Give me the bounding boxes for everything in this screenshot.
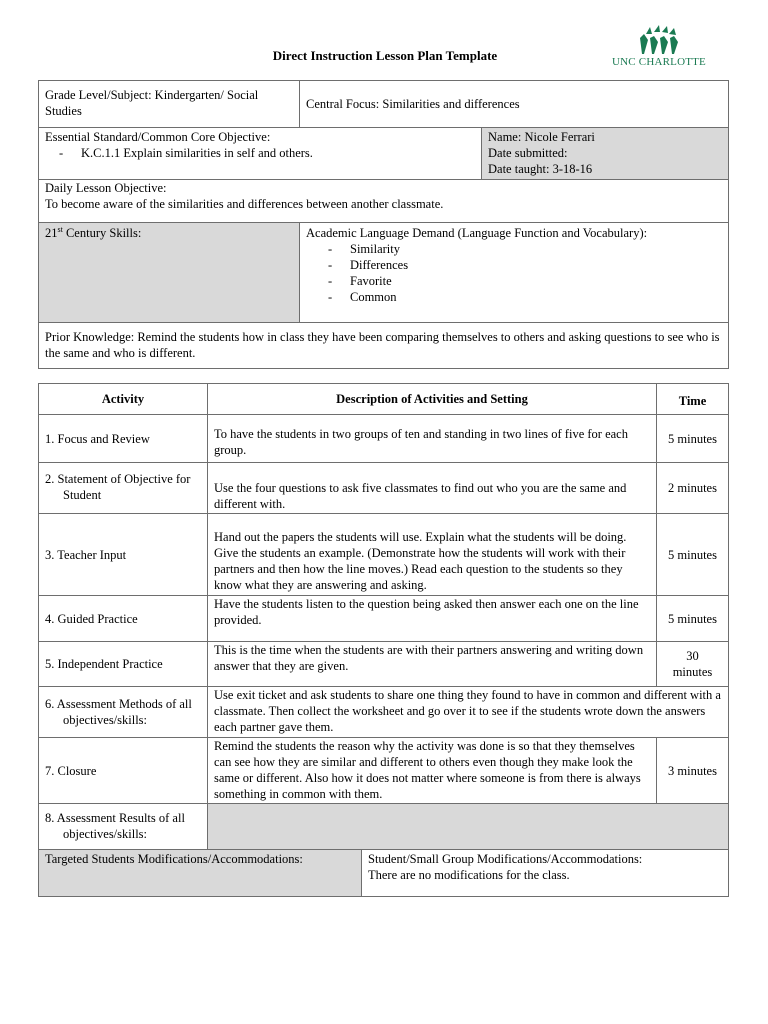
table-row-time: 5 minutes <box>656 595 728 641</box>
table-row-description <box>207 803 728 849</box>
table-row-description: Remind the students the reason why the activity was done is so that they themselves can see how they are similar and different to others even though they make look the same or different. Also how it does not matter where someone is from there is always something in common with them. <box>207 737 656 803</box>
academic-language-label: Academic Language Demand (Language Function and Vocabulary): <box>306 226 648 240</box>
table-row-description: Use exit ticket and ask students to share one thing they found to have in common and different with a classmate. Then collect the worksheet and go over it to see if the students wrote down the answers each partner gave them. <box>207 686 728 737</box>
table-row-activity: 5. Independent Practice <box>39 641 207 686</box>
table-row-time: 5 minutes <box>656 513 728 595</box>
table-row-activity: 7. Closure <box>39 737 207 803</box>
table-row-time: 30 minutes <box>656 641 728 686</box>
small-group-label: Student/Small Group Modifications/Accommodations: <box>368 852 643 866</box>
central-focus-cell <box>299 81 728 127</box>
table-row-description: Hand out the papers the students will use. Explain what the students will be doing. Give the students an example. (Demonstrate how the students will work with their partners and then how the line moves.) Read each question to the students so they know what they are answering and asking. <box>207 513 656 595</box>
table-row-activity: 4. Guided Practice <box>39 595 207 641</box>
date-taught-text: Date taught: 3-18-16 <box>488 162 593 176</box>
vocab-item: - Common <box>306 289 722 305</box>
prior-knowledge-cell <box>39 322 728 368</box>
daily-objective-text: To become aware of the similarities and differences between another classmate. <box>45 197 444 211</box>
table-row-activity: 8. Assessment Results of all objectives/skills: <box>39 803 207 849</box>
vocab-item: - Similarity <box>306 241 722 257</box>
table-row-activity: 3. Teacher Input <box>39 513 207 595</box>
name-text: Name: Nicole Ferrari <box>488 130 595 144</box>
unc-charlotte-logo <box>606 24 716 74</box>
essential-standard-cell <box>39 127 481 179</box>
targeted-students-label: Targeted Students Modifications/Accommodations: <box>45 852 303 866</box>
academic-language-cell <box>299 222 728 322</box>
name-date-cell <box>481 127 728 179</box>
description-header: Description of Activities and Setting <box>207 384 656 414</box>
essential-standard-item: - K.C.1.1 Explain similarities in self and others. <box>45 145 475 161</box>
table-row-description: To have the students in two groups of ten and standing in two lines of five for each group. <box>207 414 656 462</box>
crown-leaf-icon <box>606 24 716 58</box>
daily-objective-cell <box>39 179 728 222</box>
info-table <box>38 80 729 369</box>
table-row-time: 3 minutes <box>656 737 728 803</box>
table-row-description: Have the students listen to the question being asked then answer each one on the line provided. <box>207 595 656 641</box>
prior-knowledge-text: Prior Knowledge: Remind the students how in class they have been comparing themselves to others and asking questions to see who is the same and who is different. <box>45 330 720 360</box>
date-submitted-text: Date submitted: <box>488 146 568 160</box>
small-group-cell <box>361 849 728 896</box>
table-row-description: This is the time when the students are with their partners answering and writing down answer that they are given. <box>207 641 656 686</box>
century-skills-label: Century Skills: <box>62 226 142 240</box>
essential-standard-label: Essential Standard/Common Core Objective: <box>45 130 271 144</box>
grade-level-text: Grade Level/Subject: Kindergarten/ Social Studies <box>45 88 259 118</box>
targeted-students-cell <box>39 849 361 896</box>
century-skills-sup: st <box>57 224 63 234</box>
table-row-activity: 6. Assessment Methods of all objectives/skills: <box>39 686 207 737</box>
table-row-description: Use the four questions to ask five classmates to find out who you are the same and different with. <box>207 462 656 513</box>
table-row-activity: 1. Focus and Review <box>39 414 207 462</box>
activities-table <box>38 383 729 897</box>
small-group-text: There are no modifications for the class. <box>368 868 570 882</box>
table-row-activity: 2. Statement of Objective for Student <box>39 462 207 513</box>
document-title: Direct Instruction Lesson Plan Template <box>272 48 498 63</box>
central-focus-text: Central Focus: Similarities and differences <box>306 97 520 111</box>
logo-text: UNC CHARLOTTE <box>612 56 706 68</box>
table-row-time: 2 minutes <box>656 462 728 513</box>
activity-header: Activity <box>101 392 145 406</box>
time-header: Time <box>656 384 728 414</box>
daily-objective-label: Daily Lesson Objective: <box>45 181 167 195</box>
grade-level-cell <box>39 81 299 127</box>
century-skills-num: 21 <box>45 226 58 240</box>
vocab-item: - Differences <box>306 257 722 273</box>
vocab-item: - Favorite <box>306 273 722 289</box>
century-skills-cell <box>39 222 299 322</box>
table-row-time: 5 minutes <box>656 414 728 462</box>
